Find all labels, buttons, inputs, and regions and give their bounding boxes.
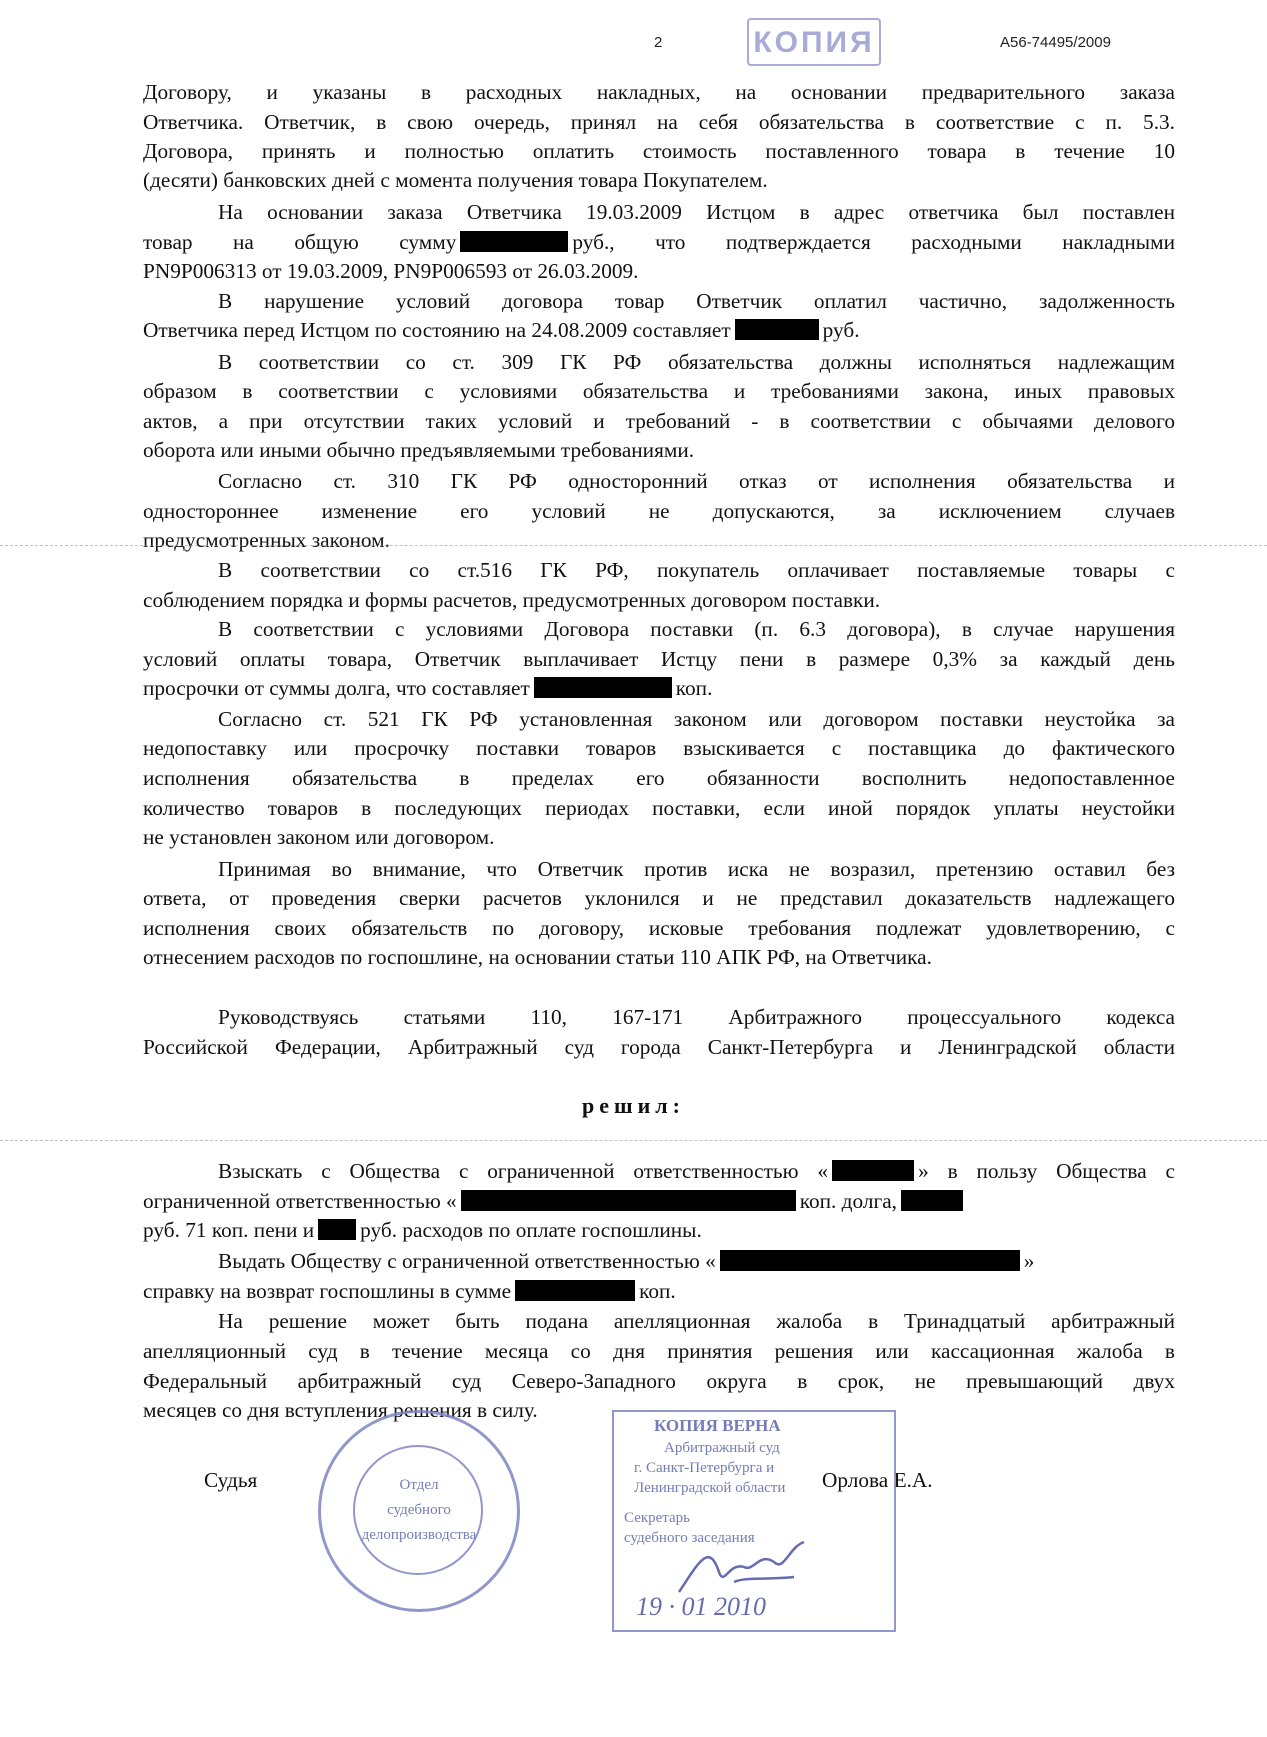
redaction-block xyxy=(832,1160,914,1181)
text-line: Принимая во внимание, что Ответчик против иска не возразил, претензию оставил без xyxy=(218,857,1175,881)
seal-text: делопроизводства xyxy=(361,1527,477,1543)
text-fragment: коп. долга, xyxy=(799,1189,898,1213)
text-line: Российской Федерации, Арбитражный суд города Санкт-Петербурга и Ленинградской области xyxy=(143,1035,1175,1059)
stamp-text: судебного заседания xyxy=(624,1530,755,1546)
text-fragment: Ответчика перед Истцом по состоянию на 24.08.2009 составляет xyxy=(143,318,731,342)
text-line: PN9P006313 от 19.03.2009, PN9P006593 от 26.03.2009. xyxy=(143,259,639,283)
text-line: условий оплаты товара, Ответчик выплачивает Истцу пени в размере 0,3% за каждый день xyxy=(143,647,1175,671)
text-line: количество товаров в последующих периодах поставки, если иной порядок уплаты неустойки xyxy=(143,796,1175,820)
text-line xyxy=(143,673,1175,703)
redaction-block xyxy=(460,231,568,252)
judge-label: Судья xyxy=(204,1468,258,1492)
redaction-block xyxy=(534,677,672,698)
fold-crease xyxy=(0,1140,1267,1141)
text-line: В соответствии со ст. 309 ГК РФ обязательства должны исполняться надлежащим xyxy=(218,350,1175,374)
text-fragment: руб. xyxy=(822,318,860,342)
text-fragment: руб. расходов по оплате госпошлины. xyxy=(360,1218,702,1242)
stamp-text: Секретарь xyxy=(624,1510,691,1526)
page-number: 2 xyxy=(654,34,663,51)
text-line: месяцев со дня вступления решения в силу. xyxy=(143,1398,538,1422)
redaction-block xyxy=(735,319,819,340)
stamp-text: КОПИЯ ВЕРНА xyxy=(654,1416,781,1435)
text-line: В соответствии с условиями Договора поставки (п. 6.3 договора), в случае нарушения xyxy=(218,617,1175,641)
text-line: Согласно ст. 310 ГК РФ односторонний отказ от исполнения обязательства и xyxy=(218,469,1175,493)
text-fragment: руб., что подтверждается расходными накладными xyxy=(572,230,1175,254)
redaction-block xyxy=(901,1190,963,1211)
text-line: Федеральный арбитражный суд Северо-Западного округа в срок, не превышающий двух xyxy=(143,1369,1175,1393)
text-line xyxy=(143,1186,1175,1216)
text-line: предусмотренных законом. xyxy=(143,528,390,552)
text-line: исполнения обязательства в пределах его обязанности восполнить недопоставленное xyxy=(143,766,1175,790)
text-fragment: руб. 71 коп. пени и xyxy=(143,1218,315,1242)
court-seal xyxy=(318,1410,520,1612)
certification-stamp xyxy=(612,1410,896,1632)
text-line xyxy=(143,1276,1175,1306)
text-line: Согласно ст. 521 ГК РФ установленная законом или договором поставки неустойка за xyxy=(218,707,1175,731)
judge-name: Орлова Е.А. xyxy=(822,1468,933,1492)
text-line xyxy=(143,227,1175,257)
text-line: одностороннее изменение его условий не допускаются, за исключением случаев xyxy=(143,499,1175,523)
text-line: оборота или иными обычно предъявляемыми требованиями. xyxy=(143,438,695,462)
text-line: Договору, и указаны в расходных накладных, на основании предварительного заказа xyxy=(143,80,1175,104)
text-fragment: товар на общую сумму xyxy=(143,230,457,254)
text-line: недопоставку или просрочку поставки товаров взыскивается с поставщика до фактического xyxy=(143,736,1175,760)
text-fragment: справку на возврат госпошлины в сумме xyxy=(143,1279,512,1303)
text-fragment: Взыскать с Общества с ограниченной ответственностью « xyxy=(218,1159,829,1183)
text-line xyxy=(143,1246,1175,1276)
text-line: исполнения своих обязательств по договору, исковые требования подлежат удовлетворению, с xyxy=(143,916,1175,940)
text-line: Договора, принять и полностью оплатить стоимость поставленного товара в течение 10 xyxy=(143,139,1175,163)
stamp-text: Арбитражный суд xyxy=(664,1440,780,1456)
text-line: апелляционный суд в течение месяца со дня принятия решения или кассационная жалоба в xyxy=(143,1339,1175,1363)
case-number: А56-74495/2009 xyxy=(1000,34,1111,51)
text-fragment: просрочки от суммы долга, что составляет xyxy=(143,676,530,700)
text-line: Ответчика. Ответчик, в свою очередь, принял на себя обязательства в соответствие с п. 5.3. xyxy=(143,110,1175,134)
text-fragment: » в пользу Общества с xyxy=(918,1159,1175,1183)
text-line: В соответствии со ст.516 ГК РФ, покупатель оплачивает поставляемые товары с xyxy=(218,558,1175,582)
stamp-date: 19 · 01 2010 xyxy=(636,1592,766,1621)
text-line: не установлен законом или договором. xyxy=(143,825,495,849)
text-line: На решение может быть подана апелляционная жалоба в Тринадцатый арбитражный xyxy=(218,1309,1175,1333)
text-line: соблюдением порядка и формы расчетов, предусмотренных договором поставки. xyxy=(143,588,881,612)
text-line xyxy=(143,1156,1175,1186)
stamp-text: г. Санкт-Петербурга и xyxy=(634,1460,775,1476)
text-fragment: ограниченной ответственностью « xyxy=(143,1189,457,1213)
text-line: Руководствуясь статьями 110, 167-171 Арбитражного процессуального кодекса xyxy=(218,1005,1175,1029)
text-fragment: » xyxy=(1023,1249,1035,1273)
text-line xyxy=(143,1215,1175,1245)
text-fragment: коп. xyxy=(639,1279,676,1303)
text-line: На основании заказа Ответчика 19.03.2009 Истцом в адрес ответчика был поставлен xyxy=(218,200,1175,224)
copy-stamp: КОПИЯ xyxy=(747,18,881,66)
text-line xyxy=(143,315,1175,345)
text-line: В нарушение условий договора товар Ответчик оплатил частично, задолженность xyxy=(218,289,1175,313)
redaction-block xyxy=(461,1190,796,1211)
fold-crease xyxy=(0,545,1267,546)
redaction-block xyxy=(720,1250,1020,1271)
text-fragment: Выдать Обществу с ограниченной ответственностью « xyxy=(218,1249,716,1273)
text-line: ответа, от проведения сверки расчетов уклонился и не представил доказательств надлежащего xyxy=(143,886,1175,910)
text-line: образом в соответствии с условиями обязательства и требованиями закона, иных правовых xyxy=(143,379,1175,403)
stamp-text: Ленинградской области xyxy=(634,1480,786,1496)
text-line: отнесением расходов по госпошлине, на основании статьи 110 АПК РФ, на Ответчика. xyxy=(143,945,932,969)
text-fragment: коп. xyxy=(675,676,713,700)
seal-text: Отдел xyxy=(399,1477,439,1493)
decision-heading: решил: xyxy=(582,1093,685,1118)
text-line: актов, а при отсутствии таких условий и требований - в соответствии с обычаями делового xyxy=(143,409,1175,433)
text-line: (десяти) банковских дней с момента получения товара Покупателем. xyxy=(143,168,768,192)
redaction-block xyxy=(515,1280,635,1301)
seal-text: судебного xyxy=(387,1502,451,1518)
redaction-block xyxy=(318,1219,356,1240)
